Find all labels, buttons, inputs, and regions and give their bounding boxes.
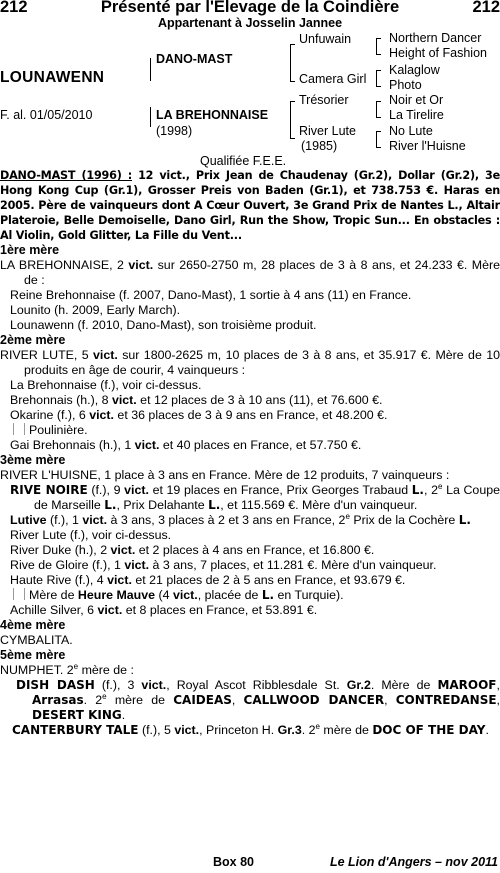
summary-text: LA BREHONNAISE, 2 [0, 258, 129, 272]
dam1-summary [0, 258, 500, 288]
dam2-summary [0, 348, 500, 378]
sire-dam: Camera Girl [299, 72, 367, 86]
dam-dam-year: (1985) [301, 139, 338, 153]
sire-description: 12 vict., Prix Jean de Chaudenay (Gr.2), Dollar (Gr.2), 3e Hong Kong Cup (Gr.1), Grosser Preis von Baden (Gr.1), et 738.753 €. Haras en 2005. Père de vainqueurs dont A Cœur Ouvert, 3e Grand Prix de Nantes L., Altair Plateroie, Belle Demoiselle, Dano Girl, Run the Show, Tropic Sun... En obstacles : Al Violin, Gold Glitter, La Fille du Vent... [0, 169, 500, 242]
produce-item: Haute Rive (f.), 4 vict. et 21 places de 2 à 5 ans en France, et 93.679 €. [10, 573, 406, 587]
gen3-name: La Tirelire [389, 108, 444, 122]
produce-item: Reine Brehonnaise (f. 2007, Dano-Mast), 1 sortie à 4 ans (11) en France. [10, 288, 412, 302]
winner-name: CANTERBURY TALE [12, 723, 139, 737]
catalogue-body [0, 168, 500, 738]
vict-label: vict. [93, 348, 118, 362]
pedigree-line [150, 58, 151, 81]
indent-bar [13, 588, 25, 600]
dam-sire: Trésorier [299, 93, 349, 107]
produce-note: Mère de Heure Mauve (4 vict., placée de L. en Turquie). [0, 588, 500, 603]
produce-item: Brehonnais (h.), 8 vict. et 12 places de 3 à 10 ans (11), et 76.600 €. [10, 393, 383, 407]
winner-name: DISH DASH [16, 678, 95, 692]
produce-item: Gai Brehonnais (h.), 1 vict. et 40 places en France, et 57.750 €. [10, 438, 362, 452]
sire-heading: DANO-MAST (1996) : [0, 169, 132, 182]
pedigree-bracket [376, 70, 381, 87]
produce-item: La Brehonnaise (f.), voir ci-dessus. [10, 378, 202, 392]
winner-name: Heure Mauve [77, 588, 156, 602]
dam2-heading: 2ème mère [0, 333, 66, 347]
dam5-summary: NUMPHET. 2e mère de : [0, 661, 134, 677]
produce-item: CANTERBURY TALE (f.), 5 vict., Princeton H. Gr.3. 2e mère de DOC OF THE DAY. [12, 721, 489, 737]
summary-text: sur 1800-2625 m, 10 places de 3 à 8 ans, et 35.917 €. Mère de 10 produits en âge de courir, 4 vainqueurs : [24, 348, 500, 377]
box-number: Box 80 [213, 855, 254, 869]
produce-item: Lounawenn (f. 2010, Dano-Mast), son troisième produit. [10, 318, 317, 332]
winner-name: RIVE NOIRE [10, 483, 88, 497]
dam4-summary: CYMBALITA. [0, 633, 73, 647]
sale-venue: Le Lion d'Angers – nov 2011 [329, 855, 498, 869]
pedigree-bracket [376, 101, 381, 118]
indent-bar [13, 423, 25, 435]
produce-item: River Lute (f.), voir ci-dessus. [10, 528, 172, 542]
dam5-heading: 5ème mère [0, 648, 66, 662]
produce-item: Okarine (f.), 6 vict. et 36 places de 3 à 9 ans en France, et 48.200 €. [10, 408, 388, 422]
dam-name: LA BREHONNAISE [156, 108, 269, 122]
pedigree-bracket [376, 38, 381, 55]
pedigree-bracket [376, 131, 381, 148]
gen3-name: No Lute [389, 124, 433, 138]
dam1-heading: 1ère mère [0, 243, 60, 257]
dam3-summary: RIVER L'HUISNE, 1 place à 3 ans en France. Mère de 12 produits, 7 vainqueurs : [0, 468, 450, 482]
dam4-heading: 4ème mère [0, 618, 66, 632]
produce-item: Achille Silver, 6 vict. et 8 places en France, et 53.891 €. [10, 603, 318, 617]
horse-name: LOUNAWENN [0, 69, 105, 86]
sire-name: DANO-MAST [156, 52, 233, 66]
page-title: Présenté par l'Elevage de la Coindière [100, 0, 400, 16]
pedigree-bracket [290, 44, 295, 82]
sire-sire: Unfuwain [299, 32, 352, 46]
qualification: Qualifiée F.E.E. [200, 154, 287, 168]
horse-info: F. al. 01/05/2010 [0, 108, 93, 122]
vict-label: vict. [128, 258, 154, 272]
owner-line: Appartenant à Josselin Jannee [157, 16, 343, 30]
gen3-name: Northern Dancer [389, 31, 482, 45]
produce-item: Rive de Gloire (f.), 1 vict. à 3 ans, 7 places, et 11.281 €. Mère d'un vainqueur. [10, 558, 437, 572]
lot-number-left: 212 [0, 0, 28, 16]
dam3-heading: 3ème mère [0, 453, 66, 467]
produce-item: Lounito (h. 2009, Early March). [10, 303, 181, 317]
gen3-name: Kalaglow [389, 63, 440, 77]
gen3-name: River l'Huisne [389, 139, 466, 153]
lot-number-right: 212 [472, 0, 500, 16]
summary-text: RIVER LUTE, 5 [0, 348, 94, 362]
summary-text: sur 2650-2750 m, 28 places de 3 à 8 ans, et 24.233 €. Mère de : [24, 258, 500, 287]
winner-name: Lutive [10, 513, 47, 527]
pedigree-line [150, 107, 151, 127]
pedigree-bracket [290, 101, 295, 139]
produce-item: DISH DASH (f.), 3 vict., Royal Ascot Ribblesdale St. Gr.2. Mère de MAROOF, Arrasas. 2e mère de CAIDEAS, CALLWOOD DANCER, CONTREDANSE, DESERT KING. [16, 678, 500, 722]
produce-item: River Duke (h.), 2 vict. et 2 places à 4 ans en France, et 16.800 €. [10, 543, 375, 557]
dam-dam: River Lute [299, 124, 356, 138]
sire-paragraph [0, 168, 500, 243]
gen3-name: Height of Fashion [389, 46, 487, 60]
produce-item: Lutive (f.), 1 vict. à 3 ans, 3 places à 2 et 3 ans en France, 2e Prix de la Cochère L. [10, 511, 471, 527]
dam-year: (1998) [156, 124, 193, 138]
gen3-name: Noir et Or [389, 93, 444, 107]
produce-note: Poulinière. [0, 423, 500, 438]
gen3-name: Photo [389, 78, 422, 92]
produce-item: RIVE NOIRE (f.), 9 vict. et 19 places en France, Prix Georges Trabaud L., 2e La Coupe de Marseille L., Prix Delahante L., et 115.569 €. Mère d'un vainqueur. [10, 481, 500, 512]
